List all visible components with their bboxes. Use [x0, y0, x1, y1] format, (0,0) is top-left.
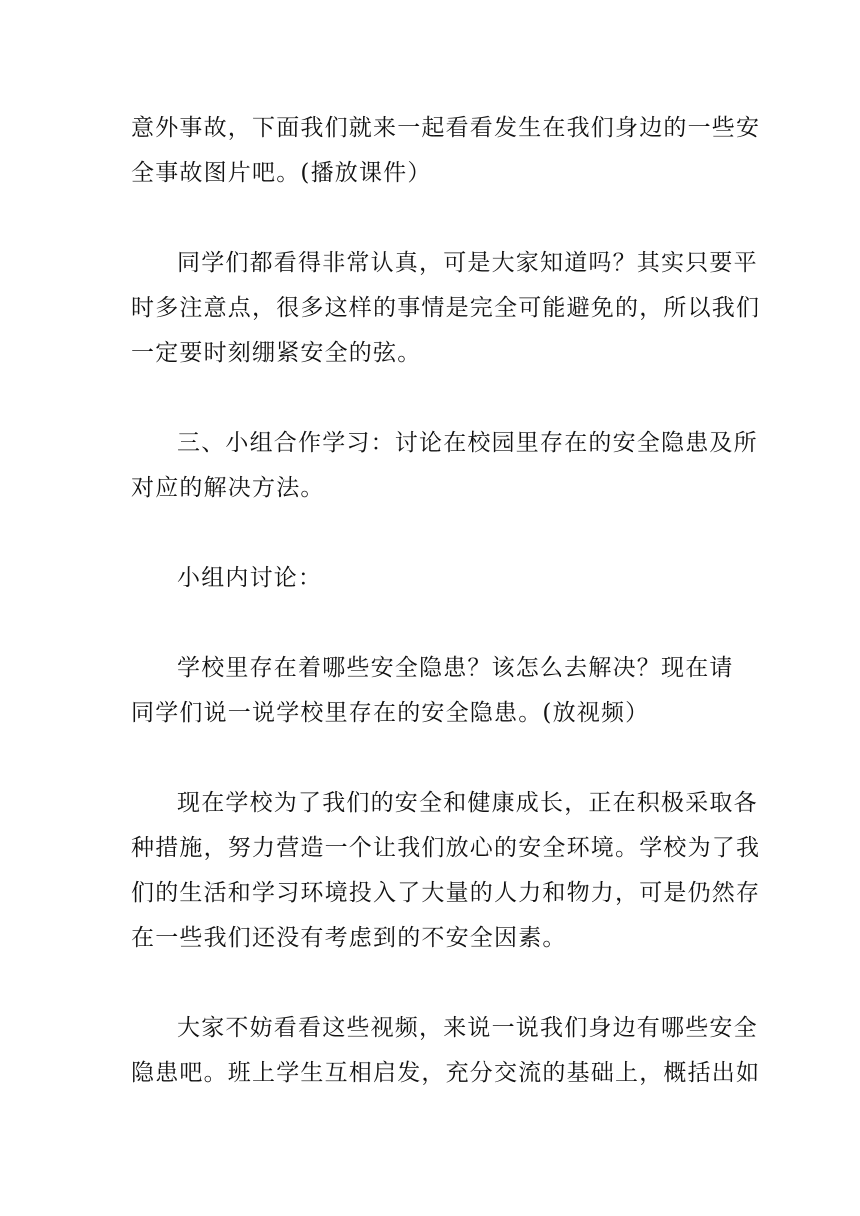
paragraph-5: [131, 646, 734, 736]
paragraph-6: [131, 781, 761, 961]
paragraph-line: 大家不妨看看这些视频，来说一说我们身边有哪些安全: [177, 1015, 758, 1041]
paragraph-line: 对应的解决方法。: [131, 475, 325, 501]
paragraph-2: [131, 241, 761, 376]
paragraph-line: 全事故图片吧。(播放课件）: [131, 160, 432, 186]
paragraph-line: 现在学校为了我们的安全和健康成长，正在积极采取各: [177, 790, 758, 816]
paragraph-line: 学校里存在着哪些安全隐患？该怎么去解决？现在请: [177, 655, 734, 681]
paragraph-line: 一定要时刻绷紧安全的弦。: [131, 340, 422, 366]
paragraph-line: 在一些我们还没有考虑到的不安全因素。: [131, 925, 567, 951]
paragraph-line: 同学们说一说学校里存在的安全隐患。(放视频）: [131, 700, 650, 726]
paragraph-4: [131, 556, 731, 601]
paragraph-line: 意外事故，下面我们就来一起看看发生在我们身边的一些安: [131, 115, 761, 141]
paragraph-line: 三、小组合作学习：讨论在校园里存在的安全隐患及所: [177, 430, 758, 456]
paragraph-line: 小组内讨论：: [177, 565, 323, 591]
paragraph-line: 同学们都看得非常认真，可是大家知道吗？其实只要平: [177, 250, 758, 276]
paragraph-line: 隐患吧。班上学生互相启发，充分交流的基础上，概括出如: [131, 1060, 761, 1086]
paragraph-7: [131, 1006, 761, 1096]
paragraph-3: [131, 421, 758, 511]
paragraph-1: [131, 106, 761, 196]
paragraph-line: 们的生活和学习环境投入了大量的人力和物力，可是仍然存: [131, 880, 761, 906]
paragraph-line: 种措施，努力营造一个让我们放心的安全环境。学校为了我: [131, 835, 761, 861]
paragraph-line: 时多注意点，很多这样的事情是完全可能避免的，所以我们: [131, 295, 761, 321]
